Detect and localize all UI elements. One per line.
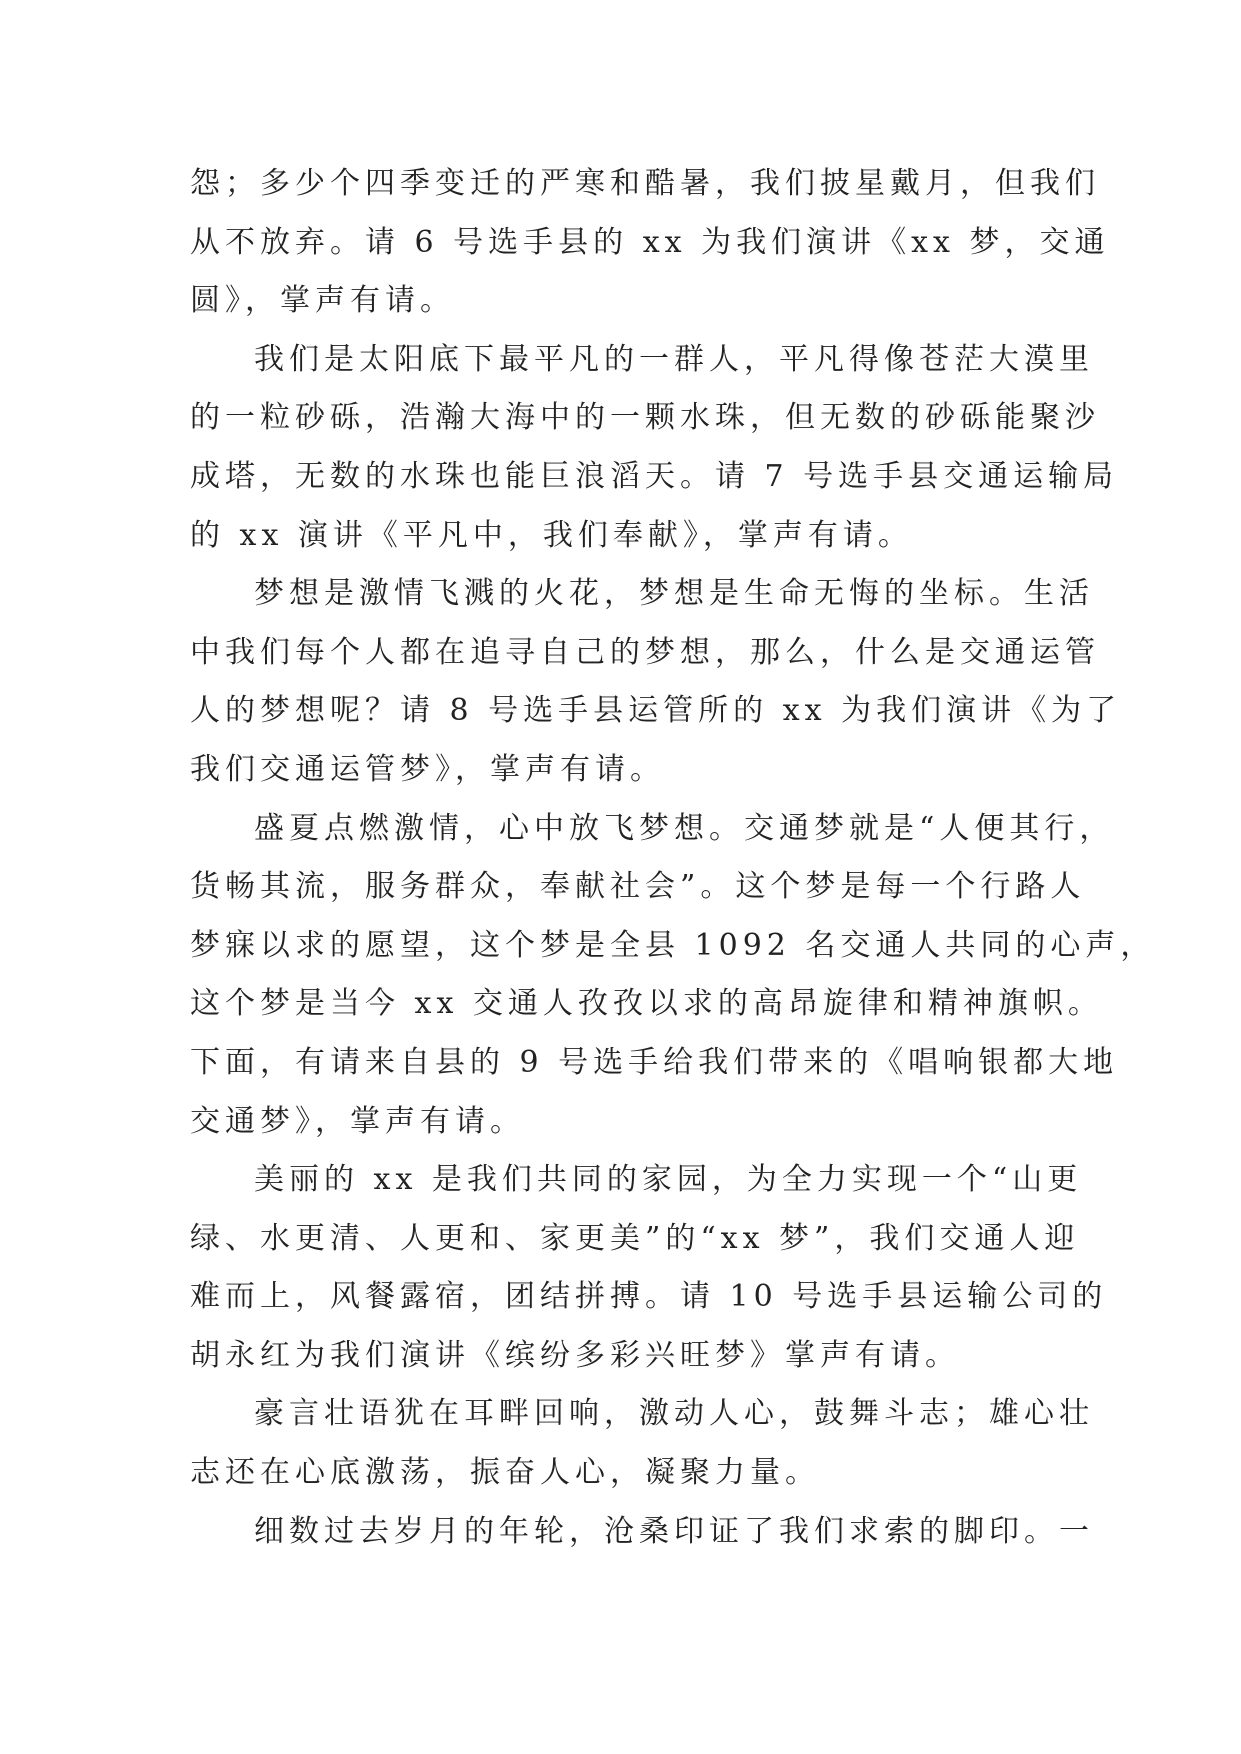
body-text bbox=[190, 155, 1156, 1561]
paragraph-first-line: 盛夏点燃激情，心中放飞梦想。交通梦就是“人便其行， bbox=[254, 810, 1115, 846]
text-line: 的一粒砂砾，浩瀚大海中的一颗水珠，但无数的砂砾能聚沙 bbox=[190, 400, 1100, 436]
text-line: 这个梦是当今 xx 交通人孜孜以求的高昂旋律和精神旗帜。 bbox=[190, 986, 1103, 1022]
text-line: 绿、水更清、人更和、家更美”的“xx 梦”，我们交通人迎 bbox=[190, 1220, 1080, 1256]
text-line: 怨；多少个四季变迁的严寒和酷暑，我们披星戴月，但我们 bbox=[190, 166, 1100, 201]
paragraph-first-line: 细数过去岁月的年轮，沧桑印证了我们求索的脚印。一 bbox=[254, 1513, 1094, 1549]
paragraph-first-line: 美丽的 xx 是我们共同的家园，为全力实现一个“山更 bbox=[254, 1162, 1083, 1198]
text-line: 下面，有请来自县的 9 号选手给我们带来的《唱响银都大地 bbox=[190, 1044, 1119, 1080]
text-line: 货畅其流，服务群众，奉献社会”。这个梦是每一个行路人 bbox=[190, 869, 1086, 905]
text-line: 成塔，无数的水珠也能巨浪滔天。请 7 号选手县交通运输局 bbox=[190, 458, 1119, 494]
text-line: 交通梦》，掌声有请。 bbox=[190, 1103, 525, 1139]
text-line: 难而上，风餐露宿，团结拼搏。请 10 号选手县运输公司的 bbox=[190, 1279, 1108, 1315]
text-line: 从不放弃。请 6 号选手县的 xx 为我们演讲《xx 梦，交通 bbox=[190, 224, 1110, 260]
text-line: 梦寐以求的愿望，这个梦是全县 1092 名交通人共同的心声， bbox=[190, 927, 1156, 963]
text-line: 中我们每个人都在追寻自己的梦想，那么，什么是交通运管 bbox=[190, 634, 1100, 670]
text-line: 志还在心底激荡，振奋人心，凝聚力量。 bbox=[190, 1455, 820, 1491]
paragraph-first-line: 我们是太阳底下最平凡的一群人，平凡得像苍茫大漠里 bbox=[254, 341, 1094, 377]
text-line: 的 xx 演讲《平凡中，我们奉献》，掌声有请。 bbox=[190, 517, 913, 553]
text-line: 圆》，掌声有请。 bbox=[190, 283, 455, 319]
paragraph-first-line: 豪言壮语犹在耳畔回响，激动人心，鼓舞斗志；雄心壮 bbox=[254, 1396, 1094, 1432]
text-line: 我们交通运管梦》，掌声有请。 bbox=[190, 751, 665, 787]
paragraph-first-line: 梦想是激情飞溅的火花，梦想是生命无悔的坐标。生活 bbox=[254, 576, 1094, 612]
text-line: 人的梦想呢？请 8 号选手县运管所的 xx 为我们演讲《为了 bbox=[190, 693, 1122, 729]
text-line: 胡永红为我们演讲《缤纷多彩兴旺梦》掌声有请。 bbox=[190, 1337, 960, 1373]
